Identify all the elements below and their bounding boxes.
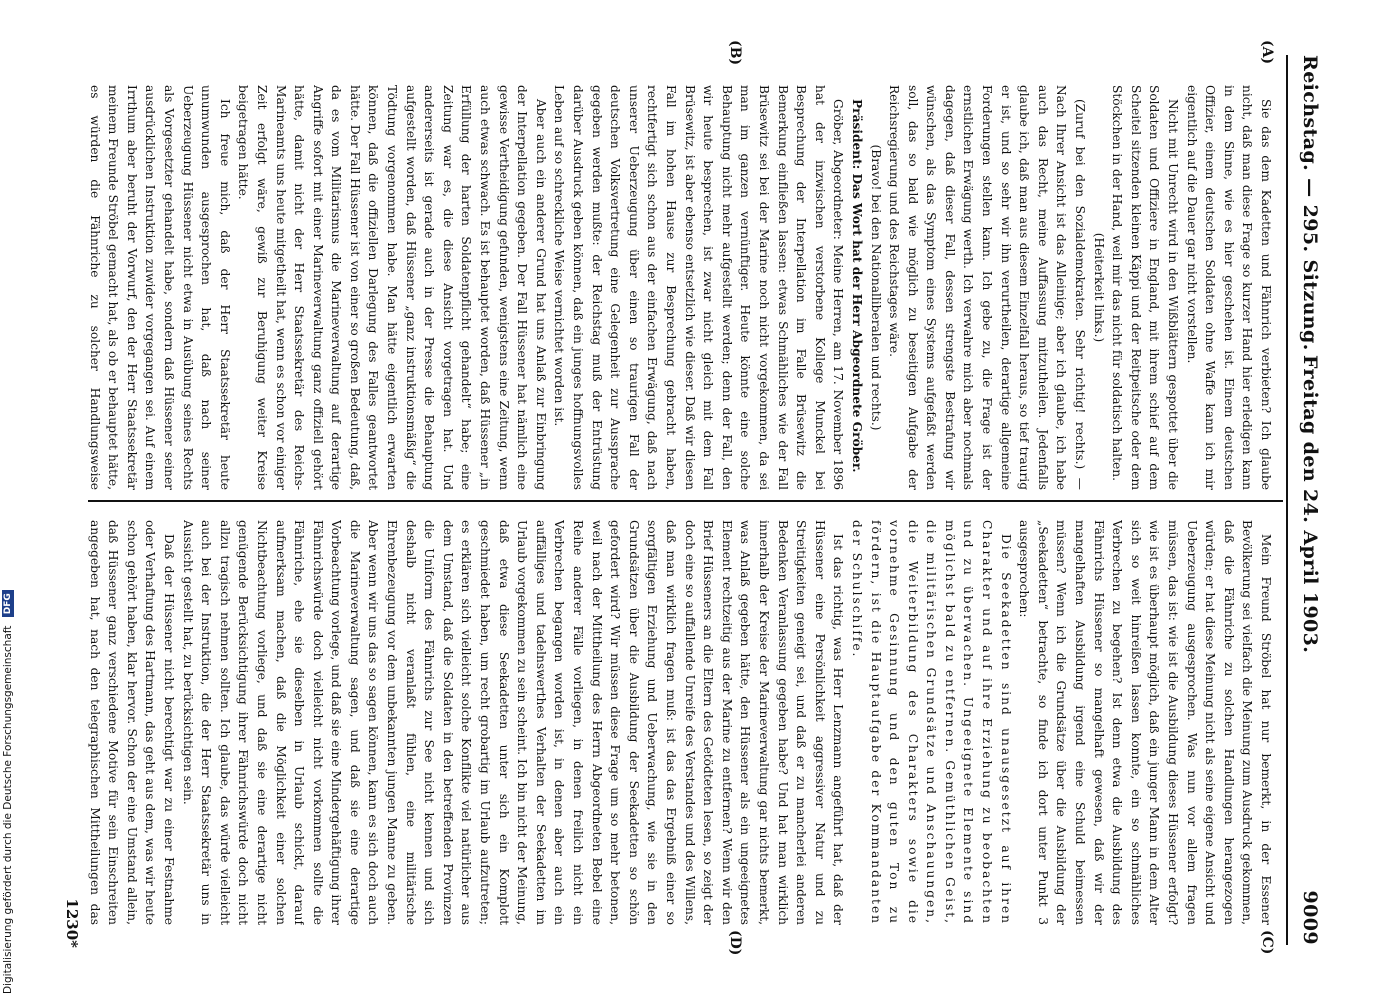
digitization-strip	[0, 0, 16, 1000]
header-date: Freitag den 24. April 1903.	[1299, 355, 1321, 654]
paragraph: Ich freue mich, daß der Herr Staatssekretär heute unumwunden ausgesprochen hat, daß nach seiner Ueberzeugung Hüssener nicht etwa in Ausübung seines Rechts als Vorgesetzter gehandelt habe, sondern daß Hüssener seiner ausdrücklichen Instruktion zuwider vorgegangen sei. Auf einem Irrthum aber beruht der Vorwurf, den der Herr Staatssekretär meinem Freunde Ströbel gemacht hat, als ob er behauptet hätte, es würden die Fähnriche zu solcher Handlungsweise	[87, 85, 232, 490]
paragraph: Aber auch ein anderer Grund hat uns Anlaß zur Einbringung der Interpellation gegeben. Der Fall Hüssener hat nämlich eine gewisse Vertheidigung gefunden, wenigstens eine Zeitung, wenn auch etwas schwach. Es ist behauptet worden, daß Hüssener „in Erfüllung der harten Soldatenpflicht gehandelt“ habe; eine Zeitung war es, die diese Ansicht vorgetragen hat. Und andererseits ist gerade auch in der Presse die Behauptung aufgestellt worden, daß Hüssener „ganz instruktionsmäßig“ die Tödtung vorgenommen habe. Man hätte eigentlich erwarten können, daß die offiziellen Darlegung des Falles geantwortet hätte. Der Fall Hüssener ist von einer so großen Bedeutung, daß, da es vom Militarismus die Marineverwaltung auf derartige Angriffe sofort mit einer Marineverwaltung ganz offiziell gehört hätte, damit nicht der Herr Staatssekretär des Reichs-Marineamts uns heute mitgetheilt hat, wenn es schon vor einiger Zeit erfolgt wäre, gewiß zur Beruhigung weiter Kreise beigetragen hätte.	[236, 85, 548, 490]
margin-marker-c: (C)	[1259, 930, 1275, 955]
digitization-note	[0, 0, 16, 1000]
speaker-line: Präsident: Das Wort hat der Herr Abgeordnete Gröber.	[849, 99, 864, 473]
margin-marker-b: (B)	[727, 40, 743, 66]
digitization-text: Digitalisierung gefördert durch die Deutsche Forschungsgemeinschaft	[2, 625, 14, 994]
interjection: (Heiterkeit links.)	[1091, 232, 1106, 343]
margin-marker-d: (D)	[727, 930, 743, 956]
right-text-column	[85, 520, 1275, 925]
header-page-number: 9009	[1299, 890, 1321, 945]
paragraph: (Zuruf bei den Sozialdemokraten. Sehr richtig! rechts.) — Nach Ihrer Ansicht ist das Alleinige; aber ich glaube, ich habe auch das Recht, meine Auffassung mitzutheilen. Jedenfalls glaube ich, daß man aus diesem Einzelfall heraus, so tief traurig er ist, und so sehr wir ihn verurtheilen, derartige allgemeine Forderungen stellen kann. Ich gebe zu, die Frage ist der ernstlichen Erwägung werth. Ich verwahre mich aber nochmals dagegen, daß dieser Fall, dessen strengste Bestrafung wir wünschen, als das Symptom eines Systems aufgefaßt werden soll, das so bald wie möglich zu beseitigen Aufgabe der Reichsregierung und des Reichstages wäre.	[887, 85, 1088, 490]
page-header	[1291, 55, 1321, 945]
paragraph: Ist das richtig, was Herr Lenzmann angeführt hat, daß der Hüssener eine Persönlichkeit aggressiver Natur und zu Streitigkeiten geneigt sei, und daß er zu mancherlei anderen Bedenken Veranlassung gegeben habe? Und hat man wirklich innerhalb der Kreise der Marineverwaltung gar nichts bemerkt, was Anlaß gegeben hätte, den Hüssener als ein ungeeignetes Element rechtzeitig aus der Marine zu entfernen? Wenn wir den Brief Hüsseners an die Eltern des Getödteten lesen, so zeigt der doch eine so auffallende Unreife des Verstandes und des Willens, daß man wirklich fragen muß: ist das das Ergebniß einer so sorgfältigen Erziehung und Ueberwachung, wie sie in den Grundsätzen über die Ausbildung der Seekadetten so schön gefordert wird? Wir müssen diese Frage um so mehr betonen, weil nach der Mittheilung des Herrn Abgeordneten Bebel eine Reihe anderer Fälle vorliegen, in denen freilich nicht ein Verbrechen begangen worden ist, in denen aber auch ein auffälliges und tadelnswerthes Verhalten der Seekadetten im Urlaub vorgekommen zu sein scheint. Ich bin nicht der Meinung, daß etwa diese Seekadetten unter sich ein Komplott geschmiedet haben, um recht grobartig im Urlaub aufzutreten; es erklären sich vielleicht solche Konflikte viel natürlicher aus dem Umstand, daß die Soldaten in den betreffenden Provinzen die Uniform des Fähnrichs zur See nicht kennen und sich deshalb nicht veranlaßt fühlen, eine militärische Ehrenbezeugung vor dem unbekannten jungen Manne zu geben. Aber wenn wir uns das so sagen können, kann es sich doch auch die Marineverwaltung sagen, und daß sie eine derartige Vorbeachtung vorlege, und daß sie eine Mindergehäftigung ihrer Fähnrichswürde doch vielleicht nicht vorkommen sollte die Fähnriche, ehe sie dieselben in Urlaub schickt, darauf aufmerksam machen, daß die Möglichkeit einer solchen Nichtbeachtung vorliege, und daß sie eine derartige nicht genügende Berücksichtigung ihrer Fähnrichswürde doch nicht allzu tragisch nehmen sollten. Ich glaube, das würde vielleicht auch bei der Instruktion, die der Herr Staatssekretär uns in Aussicht gestellt hat, zu berücksichtigen sein.	[180, 520, 846, 925]
paragraph: Gröber, Abgeordneter: Meine Herren, am 17. November 1896 hat der inzwischen verstorbene Kollege Munckel bei Besprechung der Interpellation im Falle Brüsewitz die Bemerkung einfließen lassen: etwas Schmähliches wie der Fall Brüsewitz sei bei der Marine noch nicht vorgekommen, da sei man im ganzen vernünftiger. Heute könnte eine solche Behauptung nicht mehr aufgestellt werden; denn der Fall, den wir heute besprechen, ist zwar nicht gleich mit dem Fall Brüsewitz, ist aber ebenso entsetzlich wie dieser. Daß wir diesen Fall im hohen Hause zur Besprechung gebracht haben, rechtfertigt sich schon aus der einfachen Erwägung, daß nach unserer Ueberzeugung über einen so traurigen Fall der deutschen Volksvertretung eine Gelegenheit zur Aussprache gegeben werden mußte: der Reichstag muß der Entrüstung darüber Ausdruck geben können, daß ein junges hoffnungsvolles Leben auf so schreckliche Weise vernichtet worden ist.	[552, 85, 846, 490]
paragraph: Mein Freund Ströbel hat nur bemerkt, in der Essener Bevölkerung sei vielfach die Meinung zum Ausdruck gekommen, daß die Fähnriche zu solchen Handlungen herangezogen würden; er hat diese Meinung nicht als seine eigene Ansicht und Ueberzeugung ausgesprochen. Was nun vor allem fragen müssen, das ist: wie ist die Ausbildung dieses Hüssener erfolgt? wie ist es überhaupt möglich, daß ein junger Mann in dem Alter sich so weit hinreißen lassen konnte, ein so schmähliches Verbrechen zu begehen? Ist denn etwa die Ausbildung des Fähnrichs Hüssener so mangelhaft gewesen, daß wir der mangelhaften Ausbildung irgend eine Schuld beimessen müssen? Wenn ich die Grundsätze über die Ausbildung der „Seekadetten“ betrachte, so finde ich dort unter Punkt 3 ausgesprochen:	[1017, 520, 1273, 925]
interjection: (Bravo! bei den Nationalliberalen und rechts.)	[868, 144, 883, 431]
left-text-column	[85, 85, 1275, 490]
paragraph: Daß der Hüssener nicht berechtigt war zu einer Festnahme oder Verhaftung des Hartmann, das geht aus dem, was wir heute schon gehört haben, klar hervor. Schon der eine Umstand allein, daß Hüssener ganz verschiedene Motive für sein Einschreiten angegeben hat, nach den telegraphischen Mittheilungen das	[87, 520, 176, 925]
paragraph: Sie das dem Kadetten und Fähnrich verbieten? Ich glaube nicht, daß man diese Frage so kurzer Hand hier erledigen kann in dem Sinne, wie es hier geschehen ist. Einem deutschen Offizier, einem deutschen Soldaten ohne Waffe kann ich mir eigentlich auf die Dauer gar nicht vorstellen.	[1184, 85, 1273, 490]
footer-page-mark: 1230*	[63, 898, 81, 948]
header-rule	[1286, 55, 1288, 945]
header-session-title: Reichstag. — 295. Sitzung.	[1299, 55, 1321, 351]
paragraph: Nicht mit Unrecht wird in den Wißblättern gespottet über die Soldaten und Offiziere in England, mit ihrem schief auf dem Scheitel sitzenden kleinen Käppi und der Reitpeitsche oder dem Stöckchen in der Hand, weil mir das nicht für soldatisch halten.	[1110, 85, 1181, 490]
column-divider	[88, 500, 1283, 502]
margin-marker-a: (A)	[1259, 40, 1275, 65]
quoted-regulation: Die Seekadetten sind unausgesetzt auf ihren Charakter und auf ihre Erziehung zu beobachten und zu überwachen. Ungeeignete Elemente sind möglichst bald zu entfernen. Gemüthlichen Geist, die militärischen Grundsätze und Anschauungen, die Weiterbildung des Charakters sowie die vornehme Gesinnung und den guten Ton zu fördern, ist die Hauptaufgabe der Kommandanten der Schulschiffe.	[849, 520, 1013, 925]
dfg-logo: DFG	[2, 590, 14, 617]
